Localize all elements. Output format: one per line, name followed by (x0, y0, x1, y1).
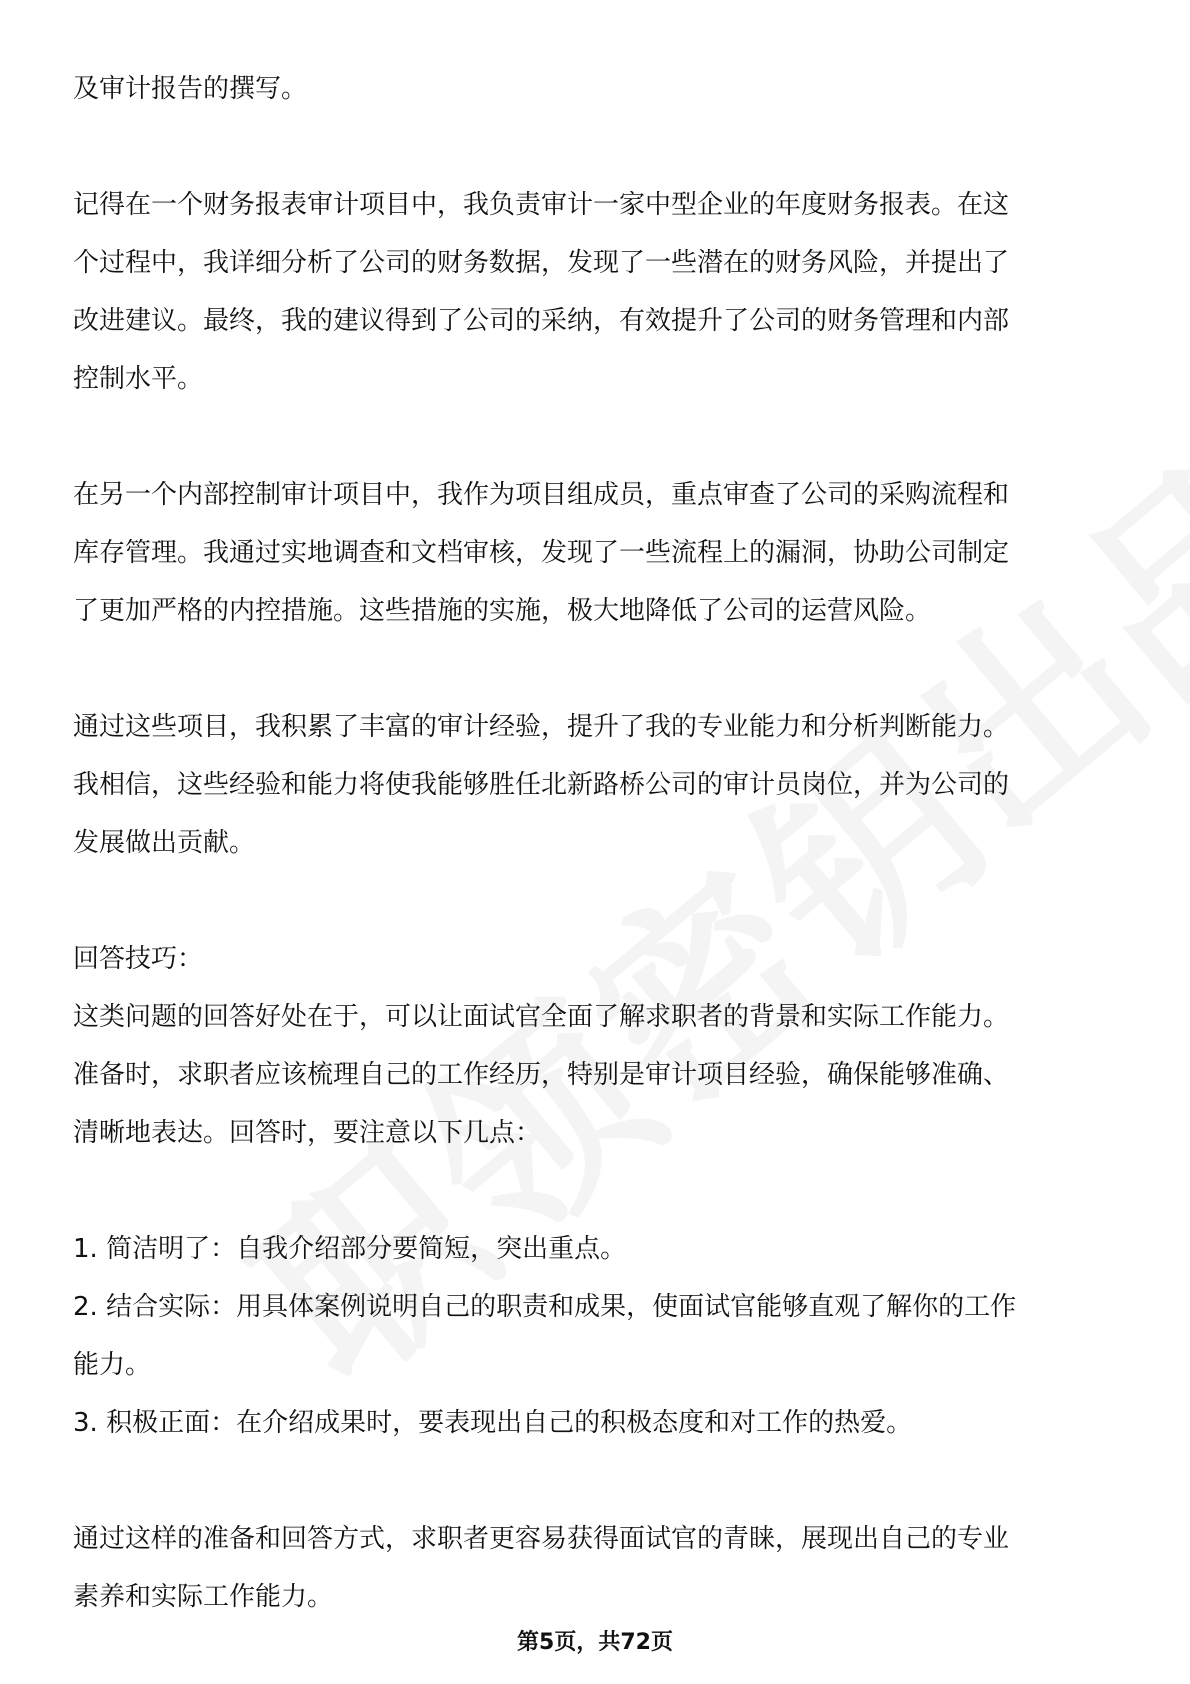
paragraph-project-1 (73, 176, 1123, 408)
text-line: 这类问题的回答好处在于，可以让面试官全面了解求职者的背景和实际工作能力。 (73, 1002, 1010, 1032)
text-line: 了更加严格的内控措施。这些措施的实施，极大地降低了公司的运营风险。 (73, 596, 932, 626)
text-line: 记得在一个财务报表审计项目中，我负责审计一家中型企业的年度财务报表。在这 (73, 190, 1010, 220)
list-item-continuation: 能力。 (73, 1350, 152, 1380)
tips-list (73, 1220, 1123, 1452)
tips-heading: 回答技巧： (73, 944, 204, 974)
text-line: 控制水平。 (73, 364, 204, 394)
list-item: 3. 积极正面：在介绍成果时，要表现出自己的积极态度和对工作的热爱。 (73, 1408, 913, 1438)
text-line: 及审计报告的撰写。 (73, 74, 308, 104)
paragraph-summary (73, 698, 1123, 872)
list-item: 2. 结合实际：用具体案例说明自己的职责和成果，使面试官能够直观了解你的工作 (73, 1292, 1017, 1322)
text-line: 改进建议。最终，我的建议得到了公司的采纳，有效提升了公司的财务管理和内部 (73, 306, 1010, 336)
document-body (73, 60, 1123, 1626)
paragraph-conclusion (73, 1510, 1123, 1626)
text-line: 在另一个内部控制审计项目中，我作为项目组成员，重点审查了公司的采购流程和 (73, 480, 1010, 510)
section-tips (73, 930, 1123, 1162)
list-item: 1. 简洁明了：自我介绍部分要简短，突出重点。 (73, 1234, 627, 1264)
text-line: 我相信，这些经验和能力将使我能够胜任北新路桥公司的审计员岗位，并为公司的 (73, 770, 1010, 800)
text-line: 发展做出贡献。 (73, 828, 256, 858)
text-line: 库存管理。我通过实地调查和文档审核，发现了一些流程上的漏洞，协助公司制定 (73, 538, 1010, 568)
text-line: 素养和实际工作能力。 (73, 1582, 334, 1612)
text-line: 通过这些项目，我积累了丰富的审计经验，提升了我的专业能力和分析判断能力。 (73, 712, 1010, 742)
text-line: 个过程中，我详细分析了公司的财务数据，发现了一些潜在的财务风险，并提出了 (73, 248, 1010, 278)
page-number: 第5页，共72页 (517, 1630, 673, 1655)
text-line: 准备时，求职者应该梳理自己的工作经历，特别是审计项目经验，确保能够准确、 (73, 1060, 1010, 1090)
text-line: 清晰地表达。回答时，要注意以下几点： (73, 1118, 542, 1148)
paragraph-project-2 (73, 466, 1123, 640)
text-line: 通过这样的准备和回答方式，求职者更容易获得面试官的青睐，展现出自己的专业 (73, 1524, 1010, 1554)
